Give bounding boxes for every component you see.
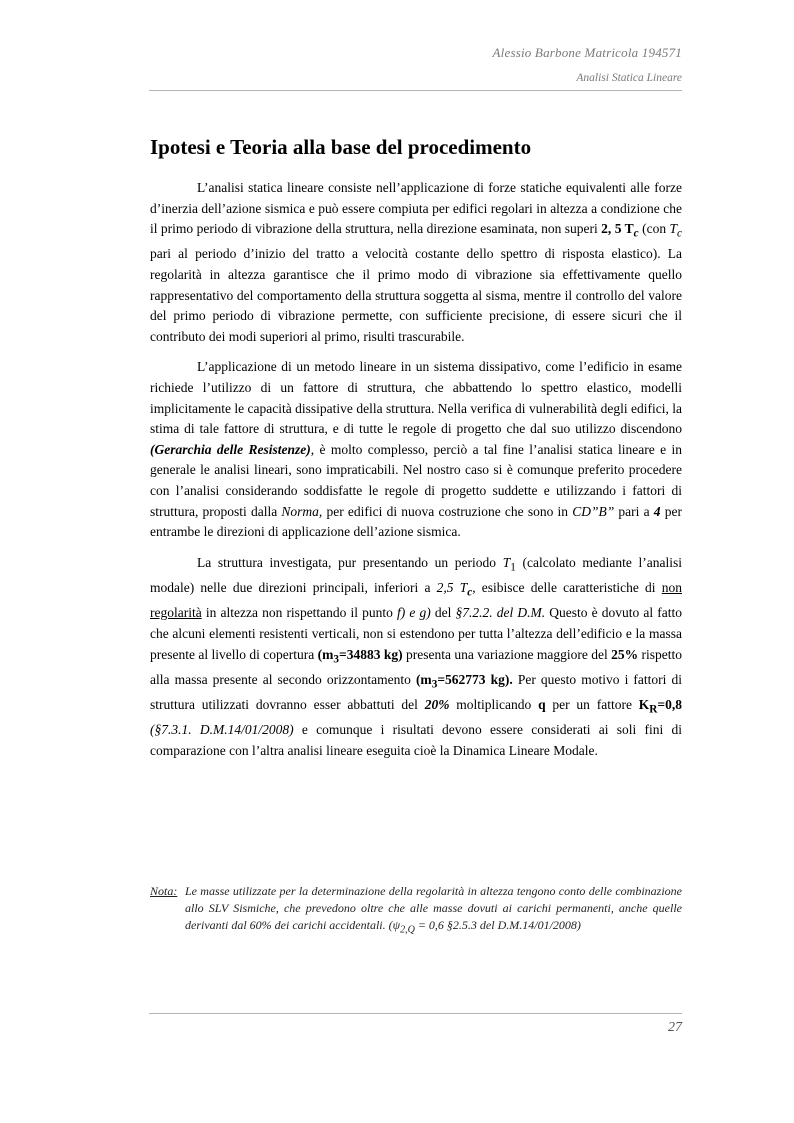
p3-bold: q: [538, 697, 546, 713]
p2-text: per edifici di nuova costruzione che sono in: [322, 503, 573, 519]
page-number: 27: [668, 1020, 682, 1035]
header-subtitle: Analisi Statica Lineare: [576, 72, 682, 84]
note-psi: ψ: [392, 918, 401, 932]
footnote: [150, 883, 682, 938]
p3-symbol: T: [502, 554, 511, 570]
p3-bold-sub: 3: [431, 678, 438, 691]
p2-emphasis: 4: [653, 503, 661, 519]
p2-text: L’applicazione di un metodo lineare in un sistema dissipativo, come l’edificio in esame richiede l’utilizzo di un fattore di struttura, che abbattendo lo spettro elastico, modelli implicitamente le capacità dissipative della struttura. Nella verifica di vulnerabilità degli edifici, la stima di tale fattore di struttura, e di tutte le regole di progetto che dal suo utilizzo discendono: [150, 359, 682, 437]
footer-rule: [149, 1013, 682, 1014]
p3-emphasis: 20%: [424, 697, 450, 713]
p1-symbol: T: [669, 221, 678, 237]
p3-formula-sub: c: [467, 586, 473, 599]
p2-text: , è molto complesso, perciò a tal fine l’analisi statica lineare e in generale le analisi lineari, sono impraticabili. Nel nostro caso si è comunque preferito procedere con l’analisi considerando soddisfatte le regole di progetto suddette e utilizzando i fattori di struttura, proposti dalla: [150, 441, 682, 519]
note-label: Nota:: [150, 884, 178, 898]
p3-formula: 2,5 T: [436, 580, 468, 596]
p3-emphasis: f) e g): [397, 605, 431, 621]
p3-text: Questo è dovuto al fatto che alcuni elementi resistenti verticali, non si estendono per tutta l’altezza dell’edificio e la massa presente al livello di copertura: [150, 605, 682, 662]
p3-text: Per questo motivo i fattori di struttura utilizzati dovranno esser abbattuti del: [150, 671, 682, 713]
p1-text: L’analisi statica lineare consiste nell’applicazione di forze statiche equivalenti alle forze d’inerzia dell’azione sismica e può essere compiuta per edifici regolari in altezza a condizione che il primo periodo di vibrazione della struttura, nella direzione esaminata, non superi: [150, 180, 682, 237]
p3-bold: (m: [415, 671, 432, 687]
p3-text: , esibisce delle caratteristiche di: [472, 580, 662, 596]
p3-emphasis: (§7.3.1. D.M.14/01/2008): [150, 722, 294, 738]
header-rule: [149, 90, 682, 91]
p2-emphasis: (Gerarchia delle Resistenze): [150, 441, 311, 457]
p3-bold: 25%: [611, 646, 639, 662]
paragraph-2: [150, 357, 682, 542]
p1-formula: 2, 5 T: [601, 221, 634, 237]
p3-bold: =34883 kg): [339, 646, 403, 662]
p3-text: del: [430, 605, 456, 621]
note-text-part: = 0,6 §2.5.3 del D.M.14/01/2008): [414, 918, 581, 932]
p1-formula-sub: c: [633, 227, 639, 240]
note-text-part: Le masse utilizzate per la determinazione della regolarità in altezza tengono conto delle combinazione allo SLV Sismiche, che prevedono oltre che alle masse dovuti ai carichi permanenti, anche quelle derivanti dal 60% dei carichi accidentali. (: [185, 884, 682, 932]
p2-text: per entrambe le direzioni di applicazione dell’azione sismica.: [150, 503, 682, 540]
p1-symbol-sub: c: [677, 227, 683, 240]
p2-emphasis: Norma,: [281, 503, 323, 519]
p3-text: presenta una variazione maggiore del: [402, 646, 612, 662]
p3-text: moltiplicando: [449, 697, 539, 713]
note-text: [185, 883, 682, 938]
note-psi-sub: 2,Q: [400, 924, 415, 936]
p2-text: pari a: [614, 503, 654, 519]
p3-symbol-sub: 1: [510, 561, 516, 574]
p3-underline: non regolarità: [150, 580, 682, 621]
p2-emphasis: CD”B”: [572, 503, 615, 519]
p3-bold: =562773 kg).: [437, 671, 513, 687]
section-title: Ipotesi e Teoria alla base del procedimento: [150, 135, 532, 159]
p3-text: per un fattore: [545, 697, 639, 713]
p1-text: pari al periodo d’inizio del tratto a velocità costante dello spettro di risposta elastico). La regolarità in altezza garantisce che il primo modo di vibrazione sia effettivamente quello rappresentativo del comportamento della struttura soggetta al sisma, mentre il controllo del valore del primo periodo di vibrazione permette, con sufficiente precisione, di essere sicuri che il contributo dei modi superiori al primo, risulti trascurabile.: [150, 246, 682, 344]
p3-text: La struttura investigata, pur presentando un periodo: [197, 554, 503, 570]
body-text: [150, 178, 682, 772]
p3-emphasis: §7.2.2. del D.M.: [455, 605, 546, 621]
p3-bold-sub: 3: [333, 653, 340, 666]
paragraph-3: [150, 553, 682, 762]
paragraph-1: [150, 178, 682, 347]
p3-bold: =0,8: [657, 697, 682, 713]
p3-bold-sub: R: [649, 703, 658, 716]
p3-bold: (m: [317, 646, 334, 662]
header-author: Alessio Barbone Matricola 194571: [492, 45, 682, 60]
p3-bold: K: [638, 697, 650, 713]
p3-text: rispetto alla massa presente al secondo orizzontamento: [150, 646, 682, 687]
p3-text: (calcolato mediante l’analisi modale) nelle due direzioni principali, inferiori a: [150, 554, 682, 596]
p3-text: in altezza non rispettando il punto: [201, 605, 398, 621]
p3-text: e comunque i risultati devono essere considerati ai soli fini di comparazione con l’altra analisi lineare eseguita cioè la Dinamica Lineare Modale.: [150, 722, 682, 758]
p1-text: (con: [638, 221, 670, 237]
